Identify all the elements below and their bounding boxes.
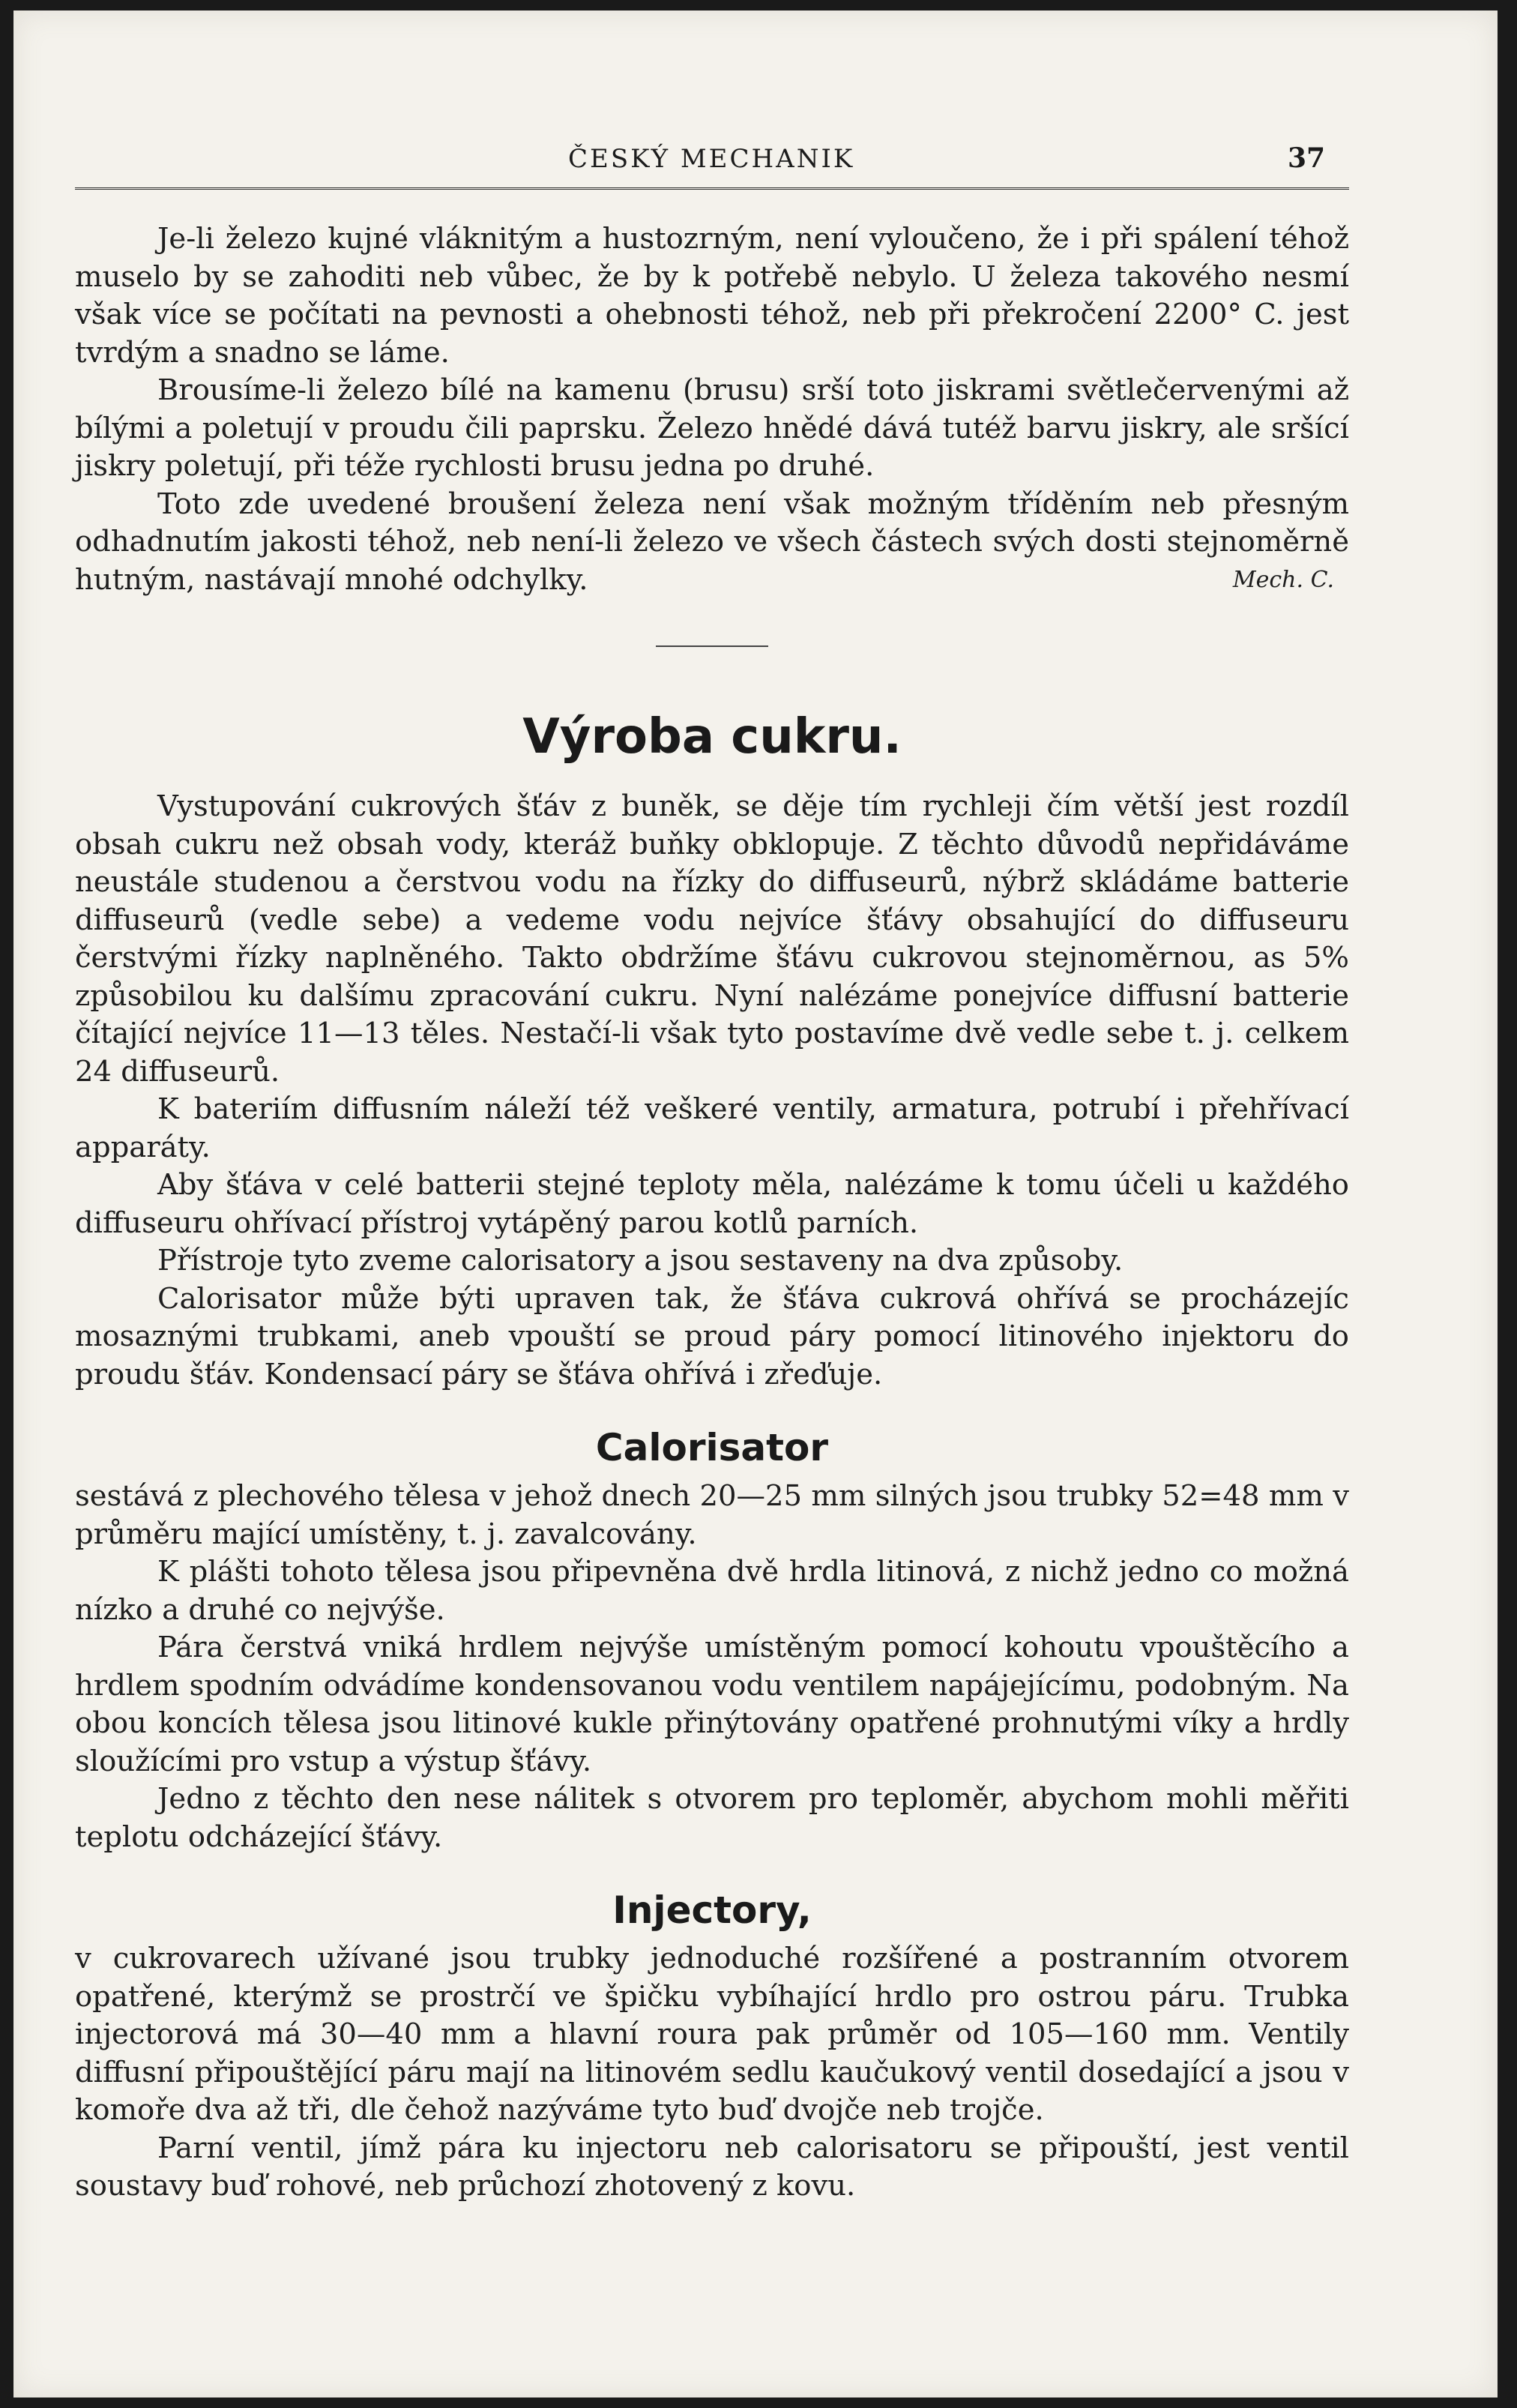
intro-text: Toto zde uvedené broušení železa není však možným tříděním neb přesným odhadnutím jakosti téhož, neb není-li železo ve všech částech svých dosti stejnoměrně hutným, nastávají mnohé odchylky.: [75, 487, 1349, 597]
section-divider: [656, 645, 768, 647]
injectory-paragraph: Parní ventil, jímž pára ku injectoru neb calorisatoru se připouští, jest ventil soustavy buď rohové, neb průchozí zhotovený z kovu.: [75, 2131, 1349, 2203]
header-rule: [75, 187, 1349, 190]
calorisator-lead: sestává z plechového tělesa v jehož dnech 20—25 mm silných jsou trubky 52=48 mm v průměru mající umístěny, t. j. zavalcovány.: [75, 1479, 1349, 1551]
sugar-paragraph: Calorisator může býti upraven tak, že šťáva cukrová ohřívá se procházejíc mosaznými trubkami, aneb vpouští se proud páry pomocí litinového injektoru do proudu šťáv. Kondensací páry se šťáva ohřívá i zřeďuje.: [75, 1281, 1349, 1391]
signature: Mech. C.: [1232, 566, 1334, 593]
section-title-sugar: Výroba cukru.: [522, 709, 902, 765]
intro-paragraph: [75, 486, 1349, 600]
calorisator-paragraph: Jedno z těchto den nese nálitek s otvorem pro teploměr, abychom mohli měřiti teplotu odcházející šťávy.: [75, 1782, 1349, 1854]
calorisator-paragraph: K plášti tohoto tělesa jsou připevněna dvě hrdla litinová, z nichž jedno co možná nízko a druhé co nejvýše.: [75, 1555, 1349, 1627]
section-title-calorisator: Calorisator: [595, 1426, 829, 1469]
sugar-paragraph: K bateriím diffusním náleží též veškeré ventily, armatura, potrubí i přehřívací apparáty.: [75, 1092, 1349, 1164]
page-header: [13, 144, 1498, 177]
intro-paragraph: Je-li železo kujné vláknitým a hustozrným, není vyloučeno, že i při spálení téhož muselo by se zahoditi neb vůbec, že by k potřebě nebylo. U železa takového nesmí však více se počítati na pevnosti a ohebnosti téhož, neb při překročení 2200° C. jest tvrdým a snadno se láme.: [75, 222, 1349, 370]
sugar-paragraph: Aby šťáva v celé batterii stejné teploty měla, nalézáme k tomu účeli u každého diffuseuru ohřívací přístroj vytápěný parou kotlů parních.: [75, 1168, 1349, 1240]
running-title: ČESKÝ MECHANIK: [568, 144, 855, 174]
page-sheet: [13, 10, 1498, 2398]
sugar-paragraph: Vystupování cukrových šťáv z buněk, se děje tím rychleji čím větší jest rozdíl obsah cukru než obsah vody, kteráž buňky obklopuje. Z těchto důvodů nepřidáváme neustále studenou a čerstvou vodu na řízky do diffuseurů, nýbrž skládáme batterie diffuseurů (vedle sebe) a vedeme vodu nejvíce šťávy obsahující do diffuseuru čerstvými řízky naplněného. Takto obdržíme šťávu cukrovou stejnoměrnou, as 5% způsobilou ku dalšímu zpracování cukru. Nyní nalézáme ponejvíce diffusní batterie čítající nejvíce 11—13 těles. Nestačí-li však tyto postavíme dvě vedle sebe t. j. celkem 24 diffuseurů.: [75, 789, 1349, 1089]
article-body: [75, 220, 1349, 2206]
calorisator-paragraph: Pára čerstvá vniká hrdlem nejvýše umístěným pomocí kohoutu vpouštěcího a hrdlem spodním odvádíme kondensovanou vodu ventilem napájejícímu, podobným. Na obou koncích tělesa jsou litinové kukle přinýtovány opatřené prohnutými víky a hrdly sloužícími pro vstup a výstup šťávy.: [75, 1631, 1349, 1778]
section-title-injectory: Injectory,: [612, 1888, 812, 1932]
injectory-lead: v cukrovarech užívané jsou trubky jednoduché rozšířené a postranním otvorem opatřené, kterýmž se prostrčí ve špičku vybíhající hrdlo pro ostrou páru. Trubka injectorová má 30—40 mm a hlavní roura pak průměr od 105—160 mm. Ventily diffusní připouštějící páru mají na litinovém sedlu kaučukový ventil dosedající a jsou v komoře dva až tři, dle čehož nazýváme tyto buď dvojče neb trojče.: [75, 1942, 1349, 2127]
page-number: 37: [1288, 142, 1326, 174]
sugar-paragraph: Přístroje tyto zveme calorisatory a jsou sestaveny na dva způsoby.: [157, 1244, 1124, 1277]
intro-paragraph: Brousíme-li železo bílé na kamenu (brusu) srší toto jiskrami světlečervenými až bílými a poletují v proudu čili paprsku. Železo hnědé dává tutéž barvu jiskry, ale sršící jiskry poletují, při téže rychlosti brusu jedna po druhé.: [75, 373, 1349, 483]
